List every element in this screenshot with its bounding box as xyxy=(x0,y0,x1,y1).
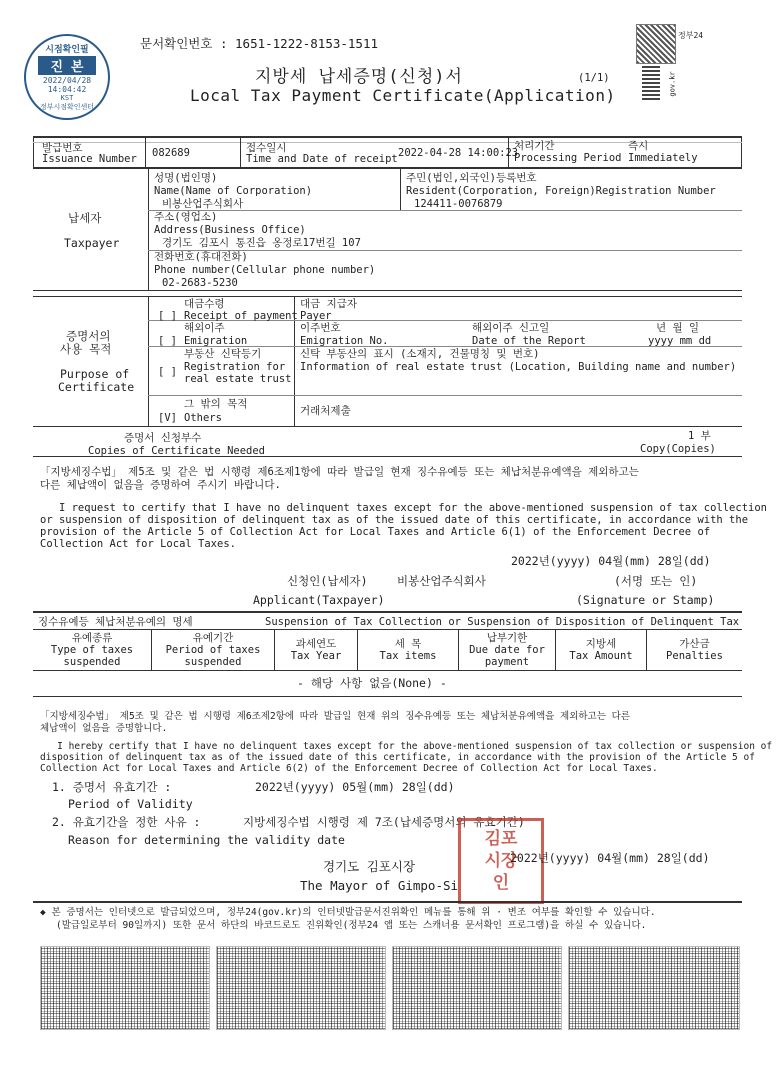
request-en-line-2: or suspension of disposition of delinquent tax as of the issued date of this certificate, in accordance with the xyxy=(40,514,749,526)
signature-label-ko: (서명 또는 인) xyxy=(614,574,698,588)
phone-label-en: Phone number(Cellular phone number) xyxy=(154,264,376,276)
seal-main-text: 진 본 xyxy=(38,56,96,75)
header-type: 유예종류 Type of taxes suspended xyxy=(33,630,152,670)
purpose-trust-label-ko: 부동산 신탁등기 xyxy=(184,348,262,360)
address-label-en: Address(Business Office) xyxy=(154,224,306,236)
processing-period-label-ko: 처리기간 xyxy=(514,140,555,152)
request-en-line-4: Collection Act for Local Taxes. xyxy=(40,538,236,550)
taxpayer-label-en: Taxpayer xyxy=(64,236,120,250)
header-due-date: 납부기한 Due date for payment xyxy=(459,630,556,670)
purpose-emigration-checkbox[interactable]: [ ] xyxy=(158,335,177,347)
signature-label-en: (Signature or Stamp) xyxy=(576,593,715,607)
certify-ko-line-2: 체납액이 없음을 증명합니다. xyxy=(40,723,168,734)
seal-top-text: 시점확인필 xyxy=(45,45,89,55)
certify-en-line-1: I hereby certify that I have no delinquent taxes except for the above-mentioned suspension of tax collection or suspension of xyxy=(40,741,773,752)
purpose-label-en-2: Certificate xyxy=(58,380,135,394)
copies-value-ko: 1 부 xyxy=(688,430,711,442)
issuance-number-label-en: Issuance Number xyxy=(42,153,137,165)
suspension-header-row xyxy=(33,630,742,670)
mayor-name-ko: 경기도 김포시장 xyxy=(323,859,416,874)
certify-en-line-3: Collection Act for Local Taxes and Article 6(2) of the Enforcement Decree of Collection Act for Local Taxes. xyxy=(40,763,658,774)
receipt-time-value: 2022-04-28 14:00:23 xyxy=(398,147,519,159)
emigration-number-label-ko: 이주번호 xyxy=(300,322,341,334)
purpose-label-ko-2: 사용 목적 xyxy=(60,342,112,356)
registration-label-en: Resident(Corporation, Foreign)Registration Number xyxy=(406,185,716,197)
seal-tz: KST xyxy=(60,94,74,102)
trust-info-label-en: Information of real estate trust (Location, Building name and number) xyxy=(300,361,737,373)
applicant-label-ko: 신청인(납세자) xyxy=(287,574,368,588)
purpose-others-checkbox[interactable]: [V] xyxy=(158,412,177,424)
gov24-logo-text: 정부24 xyxy=(678,31,704,40)
purpose-trust-label-en-1: Registration for xyxy=(184,361,286,373)
barcode-2 xyxy=(216,946,386,1030)
barcode-3 xyxy=(392,946,562,1030)
request-en-line-1: I request to certify that I have no delinquent taxes except for the above-mentioned suspension of tax collection xyxy=(40,502,767,514)
gov24-domain: gov.kr xyxy=(668,71,677,97)
seal-bottom-text: 정부시점확인센터 xyxy=(39,103,95,111)
header-tax-amount: 지방세 Tax Amount xyxy=(556,630,647,670)
name-value: 비봉산업주식회사 xyxy=(162,198,244,210)
purpose-others-label-ko: 그 밖의 목적 xyxy=(184,398,248,410)
reason-value: 지방세징수법 시행령 제 7조(납세증명서의 유효기간) xyxy=(243,815,525,829)
purpose-others-value: 거래처제출 xyxy=(300,405,351,417)
reason-label-ko: 2. 유효기간을 정한 사유 : xyxy=(52,815,201,829)
issue-date: 2022년(yyyy) 04월(mm) 28일(dd) xyxy=(510,851,710,865)
name-label-ko: 성명(법인명) xyxy=(154,172,218,184)
gov24-side-qr xyxy=(642,66,660,100)
issuance-number-label-ko: 발급번호 xyxy=(42,142,83,154)
processing-period-value-en: Immediately xyxy=(628,152,698,164)
issuance-number-value: 082689 xyxy=(152,147,190,159)
address-value: 경기도 김포시 통진읍 옹정로17번길 107 xyxy=(162,237,361,249)
address-label-ko: 주소(영업소) xyxy=(154,211,218,223)
copies-label-ko: 증명서 신청부수 xyxy=(124,432,202,444)
purpose-receipt-label-ko: 대금수령 xyxy=(184,298,225,310)
purpose-others-label-en: Others xyxy=(184,412,222,424)
seal-time: 14:04:42 xyxy=(47,85,87,94)
copies-value-en: Copy(Copies) xyxy=(640,443,716,455)
page-title-ko: 지방세 납세증명(신청)서 xyxy=(255,67,463,87)
receipt-time-label-ko: 접수일시 xyxy=(246,142,287,154)
applicant-label-en: Applicant(Taxpayer) xyxy=(253,593,385,607)
payer-label-ko: 대금 지급자 xyxy=(300,298,358,310)
trust-info-label-ko: 신탁 부동산의 표시 (소재지, 건물명칭 및 번호) xyxy=(300,348,540,360)
taxpayer-label-ko: 납세자 xyxy=(68,211,102,225)
receipt-time-label-en: Time and Date of receipt xyxy=(246,153,398,165)
header-tax-year: 과세연도 Tax Year xyxy=(275,630,358,670)
phone-label-ko: 전화번호(휴대전화) xyxy=(154,251,248,263)
mayor-name-en: The Mayor of Gimpo-Si xyxy=(300,878,459,893)
request-ko-line-1: 「지방세징수법」 제5조 및 같은 법 시행령 제6조제1항에 따라 발급일 현재 징수유예등 또는 체납처분유예액을 제외하고는 xyxy=(40,466,639,478)
purpose-label-ko-1: 증명서의 xyxy=(66,329,111,343)
suspension-title-ko: 징수유예등 체납처분유예의 명세 xyxy=(38,616,193,628)
header-penalties: 가산금 Penalties xyxy=(666,638,723,662)
processing-period-value-ko: 즉시 xyxy=(628,140,649,152)
header-tax-items: 세 목 Tax items xyxy=(358,630,459,670)
processing-period-label-en: Processing Period xyxy=(514,152,622,164)
gov24-logo xyxy=(636,24,676,64)
purpose-trust-checkbox[interactable]: [ ] xyxy=(158,366,177,378)
registration-value: 124411-0076879 xyxy=(414,198,503,210)
footer-note-2: (발급일로부터 90일까지) 또한 문서 하단의 바코드로도 진위확인(정부24 앱 또는 스캐너용 문서확인 프로그램)을 하실 수 있습니다. xyxy=(56,920,647,931)
barcode-1 xyxy=(40,946,210,1030)
page-number: (1/1) xyxy=(578,72,610,84)
emigration-report-label-ko: 해외이주 신고일 xyxy=(472,322,550,334)
barcode-4 xyxy=(568,946,740,1030)
mayor-stamp-text: 김포시장인 xyxy=(484,829,518,893)
request-ko-line-2: 다른 체납액이 없음을 증명하여 주시기 바랍니다. xyxy=(40,479,281,491)
emigration-number-label-en: Emigration No. xyxy=(300,335,389,347)
purpose-receipt-label-en: Receipt of payment xyxy=(184,310,298,322)
purpose-emigration-label-ko: 해외이주 xyxy=(184,322,225,334)
suspension-title-en: Suspension of Tax Collection or Suspension of Disposition of Delinquent Tax xyxy=(265,616,740,628)
no-suspension-text: - 해당 사항 없음(None) - xyxy=(297,676,447,690)
purpose-label-en-1: Purpose of xyxy=(60,367,130,381)
purpose-emigration-label-en: Emigration xyxy=(184,335,248,347)
certify-en-line-2: disposition of delinquent tax as of the issued date of this certificate, in accordance with the provision of the Article 5 of xyxy=(40,752,755,763)
emigration-date-en: yyyy mm dd xyxy=(648,335,712,347)
validity-label-en: Period of Validity xyxy=(68,797,193,811)
request-en-line-3: provision of the Article 5 of Collection Act for Local Taxes and Article 6(1) of the Enforcement Decree of xyxy=(40,526,711,538)
registration-label-ko: 주민(법인,외국인)등록번호 xyxy=(406,172,537,184)
phone-value: 02-2683-5230 xyxy=(162,277,238,289)
certify-ko-line-1: 「지방세징수법」 제5조 및 같은 법 시행령 제6조제2항에 따라 발급일 현재 위의 징수유예등 또는 체납처분유예액을 제외하고는 다른 xyxy=(40,711,630,722)
emigration-report-label-en: Date of the Report xyxy=(472,335,586,347)
applicant-name: 비봉산업주식회사 xyxy=(397,574,486,588)
purpose-trust-label-en-2: real estate trust xyxy=(184,373,292,385)
copies-label-en: Copies of Certificate Needed xyxy=(88,445,266,457)
name-label-en: Name(Name of Corporation) xyxy=(154,185,313,197)
validity-label-ko: 1. 증명서 유효기간 : xyxy=(52,780,172,794)
request-date: 2022년(yyyy) 04월(mm) 28일(dd) xyxy=(511,554,711,568)
header-period: 유예기간 Period of taxes suspended xyxy=(152,630,275,670)
doc-check-number: 문서확인번호 : 1651-1222-8153-1511 xyxy=(140,36,379,51)
payer-label-en: Payer xyxy=(300,310,332,322)
issuance-seal xyxy=(24,34,110,120)
reason-label-en: Reason for determining the validity date xyxy=(68,833,345,847)
purpose-receipt-checkbox[interactable]: [ ] xyxy=(158,310,177,322)
seal-date: 2022/04/28 xyxy=(42,76,92,85)
page-title-en: Local Tax Payment Certificate(Application) xyxy=(190,86,616,105)
emigration-date-ko: 년 월 일 xyxy=(656,322,700,334)
validity-value: 2022년(yyyy) 05월(mm) 28일(dd) xyxy=(255,780,455,794)
footer-note-1: ◆ 본 증명서는 인터넷으로 발급되었으며, 정부24(gov.kr)의 인터넷발급문서진위확인 메뉴를 통해 위 · 변조 여부를 확인할 수 있습니다. xyxy=(40,907,656,918)
